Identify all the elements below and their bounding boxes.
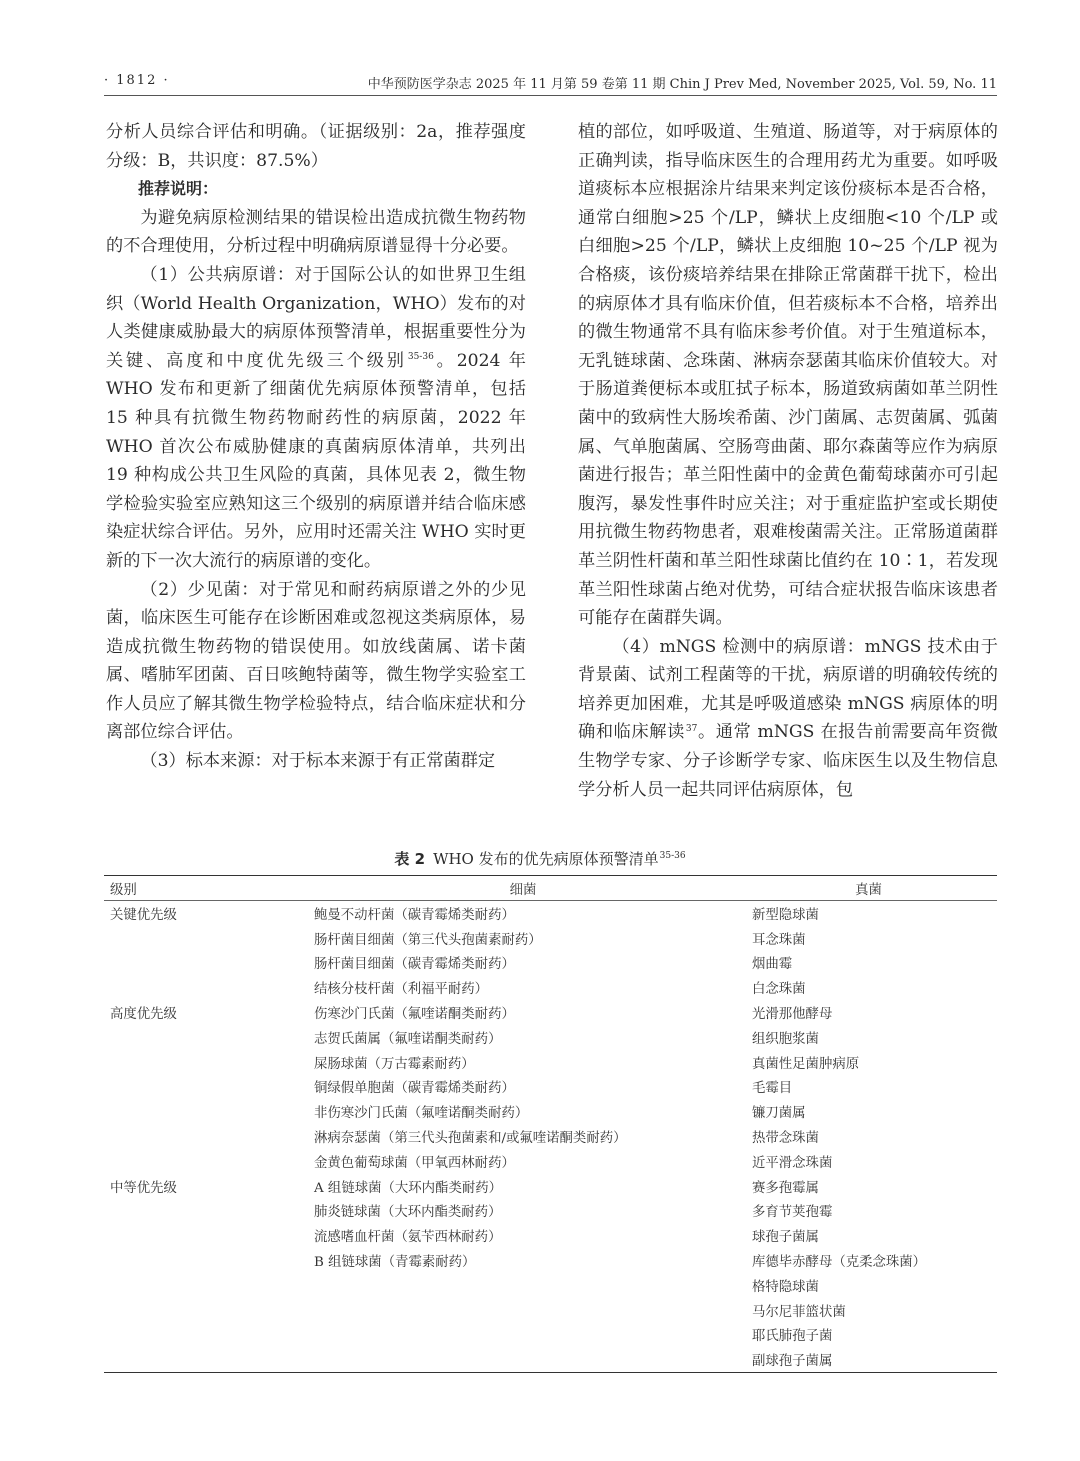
- paragraph-text: （1）公共病原谱：对于国际公认的如世界卫生组织（World Health Organization，WHO）发布的对人类健康威胁最大的病原体预警清单，根据重要性分为关键、高度和中度优先级三个级别: [106, 264, 526, 371]
- table-caption: [0, 848, 1080, 869]
- right-column: [578, 118, 998, 804]
- paragraph-text: 。通常 mNGS 在报告前需要高年资微生物学专家、分子诊断学专家、临床医生以及生物信息学分析人员一起共同评估病原体，包: [578, 722, 998, 800]
- table-row: [104, 1223, 997, 1248]
- cell-level: [104, 1075, 306, 1100]
- column-header-level: 级别: [104, 876, 306, 901]
- section-heading: 推荐说明：: [138, 179, 219, 199]
- paragraph: 植的部位，如呼吸道、生殖道、肠道等，对于病原体的正确判读，指导临床医生的合理用药尤为重要。如呼吸道痰标本应根据涂片结果来判定该份痰标本是否合格，通常白细胞>25 个/LP，鳞状上皮细胞<10 个/LP 或白细胞>25 个/LP，鳞状上皮细胞 10~25 个/LP 视为合格痰，该份痰培养结果在排除正常菌群干扰下，检出的病原体才具有临床价值，但若痰标本不合格，培养出的微生物通常不具有临床参考价值。对于生殖道标本，无乳链球菌、念珠菌、淋病奈瑟菌其临床价值较大。对于肠道粪便标本或肛拭子标本，肠道致病菌如革兰阴性菌中的致病性大肠埃希菌、沙门菌属、志贺菌属、弧菌属、气单胞菌属、空肠弯曲菌、耶尔森菌等应作为病原菌进行报告；革兰阳性菌中的金黄色葡萄球菌亦可引起腹泻，暴发性事件时应关注；对于重症监护室或长期使用抗微生物药物患者，艰难梭菌需关注。正常肠道菌群革兰阴性杆菌和革兰阳性球菌比值约在 10∶1，若发现革兰阳性球菌占绝对优势，可结合症状报告临床该患者可能存在菌群失调。: [578, 122, 998, 629]
- cell-fungi: 新型隐球菌: [752, 907, 819, 923]
- cell-bacteria: 金黄色葡萄球菌（甲氧西林耐药）: [314, 1155, 515, 1171]
- column-header-fungi: 真菌: [740, 876, 997, 901]
- table-row: [104, 926, 997, 951]
- cell-bacteria: 肠杆菌目细菌（碳青霉烯类耐药）: [314, 957, 515, 973]
- cell-level: [104, 951, 306, 976]
- paragraph: 分析人员综合评估和明确。（证据级别：2a，推荐强度分级：B，共识度：87.5%）: [106, 122, 526, 171]
- cell-level: [104, 1223, 306, 1248]
- cell-bacteria: 流感嗜血杆菌（氨苄西林耐药）: [314, 1230, 502, 1246]
- paragraph: （2）少见菌：对于常见和耐药病原谱之外的少见菌，临床医生可能存在诊断困难或忽视这类病原体，易造成抗微生物药物的错误使用。如放线菌属、诺卡菌属、嗜肺军团菌、百日咳鲍特菌等，微生物学实验室工作人员应了解其微生物学检验特点，结合临床症状和分离部位综合评估。: [106, 579, 526, 743]
- cell-fungi: 组织胞浆菌: [752, 1031, 819, 1047]
- table-row: [104, 1347, 997, 1372]
- table-row: [104, 1199, 997, 1224]
- running-header: [104, 73, 997, 96]
- cell-fungi: 白念珠菌: [752, 982, 806, 998]
- table-header-row: [104, 876, 997, 901]
- cell-bacteria: 肺炎链球菌（大环内酯类耐药）: [314, 1205, 502, 1221]
- table-row: [104, 1075, 997, 1100]
- cell-level: [104, 926, 306, 951]
- cell-level: [104, 1347, 306, 1372]
- cell-level: [104, 1099, 306, 1124]
- table-row: [104, 1149, 997, 1174]
- cell-bacteria: 志贺氏菌属（氟喹诺酮类耐药）: [314, 1031, 502, 1047]
- table-label: 表 2: [394, 850, 426, 868]
- cell-bacteria: 结核分枝杆菌（利福平耐药）: [314, 982, 489, 998]
- table-row: [104, 975, 997, 1000]
- cell-fungi: 格特隐球菌: [752, 1279, 819, 1295]
- cell-bacteria: A 组链球菌（大环内酯类耐药）: [314, 1180, 503, 1196]
- cell-fungi: 球孢子菌属: [752, 1230, 819, 1246]
- cell-bacteria: 淋病奈瑟菌（第三代头孢菌素和/或氟喹诺酮类耐药）: [314, 1131, 627, 1147]
- cell-level: [104, 1025, 306, 1050]
- journal-citation: 中华预防医学杂志 2025 年 11 月第 59 卷第 11 期 Chin J Prev Med, November 2025, Vol. 59, No. 11: [367, 77, 997, 92]
- cell-fungi: 烟曲霉: [752, 957, 793, 973]
- table-body: [104, 901, 997, 1373]
- table-row: [104, 1124, 997, 1149]
- cell-fungi: 库德毕赤酵母（克柔念珠菌）: [752, 1255, 927, 1271]
- cell-bacteria: 非伤寒沙门氏菌（氟喹诺酮类耐药）: [314, 1106, 529, 1122]
- citation-ref: 37: [685, 723, 698, 734]
- cell-fungi: 光滑那他酵母: [752, 1007, 833, 1023]
- cell-level: 高度优先级: [110, 1007, 177, 1023]
- cell-level: [104, 1199, 306, 1224]
- page-number: · 1812 ·: [104, 73, 170, 88]
- cell-bacteria: 屎肠球菌（万古霉素耐药）: [314, 1056, 475, 1072]
- paragraph: [578, 633, 998, 805]
- paragraph-text: （4）mNGS 检测中的病原谱：mNGS 技术由于背景菌、试剂工程菌等的干扰，病原谱的明确较传统的培养更加困难，尤其是呼吸道感染 mNGS 病原体的明确和临床解读: [578, 636, 998, 743]
- table-row: [104, 951, 997, 976]
- table-row: [104, 1099, 997, 1124]
- table-row: [104, 1248, 997, 1273]
- table-row: [104, 1323, 997, 1348]
- cell-fungi: 耳念珠菌: [752, 932, 806, 948]
- cell-level: [104, 1124, 306, 1149]
- cell-fungi: 耶氏肺孢子菌: [752, 1329, 833, 1345]
- table-row: [104, 1025, 997, 1050]
- cell-bacteria: [306, 1323, 740, 1348]
- table-row: [104, 1000, 997, 1025]
- cell-fungi: 副球孢子菌属: [752, 1354, 833, 1370]
- cell-level: [104, 1149, 306, 1174]
- table-row: [104, 1174, 997, 1199]
- table-row: [104, 1273, 997, 1298]
- cell-bacteria: B 组链球菌（青霉素耐药）: [314, 1255, 476, 1271]
- table-row: [104, 1050, 997, 1075]
- table-row: [104, 1298, 997, 1323]
- citation-ref: 35-36: [407, 352, 434, 363]
- cell-level: [104, 1323, 306, 1348]
- cell-bacteria: 铜绿假单胞菌（碳青霉烯类耐药）: [314, 1081, 515, 1097]
- cell-bacteria: 鲍曼不动杆菌（碳青霉烯类耐药）: [314, 907, 515, 923]
- cell-fungi: 热带念珠菌: [752, 1131, 819, 1147]
- cell-bacteria: [306, 1298, 740, 1323]
- cell-bacteria: 伤寒沙门氏菌（氟喹诺酮类耐药）: [314, 1007, 515, 1023]
- cell-level: [104, 1050, 306, 1075]
- cell-fungi: 毛霉目: [752, 1081, 793, 1097]
- pathogen-table: [104, 875, 997, 1373]
- cell-level: 中等优先级: [110, 1180, 177, 1196]
- table-title: WHO 发布的优先病原体预警清单: [433, 850, 659, 868]
- cell-level: [104, 1248, 306, 1273]
- cell-level: 关键优先级: [110, 907, 177, 923]
- cell-bacteria: 肠杆菌目细菌（第三代头孢菌素耐药）: [314, 932, 542, 948]
- paragraph: （3）标本来源：对于标本来源于有正常菌群定: [140, 751, 496, 772]
- left-column: [106, 118, 526, 776]
- cell-bacteria: [306, 1273, 740, 1298]
- cell-fungi: 真菌性足菌肿病原: [752, 1056, 860, 1072]
- paragraph-text: 。2024 年 WHO 发布和更新了细菌优先病原体预警清单，包括 15 种具有抗微生物药物耐药性的病原菌，2022 年 WHO 首次公布威胁健康的真菌病原体清单，共列出 19 种构成公共卫生风险的真菌，具体见表 2，微生物学检验实验室应熟知这三个级别的病原谱并结合临床感染症状综合评估。另外，应用时还需关注 WHO 实时更新的下一次大流行的病原谱的变化。: [106, 350, 526, 571]
- column-header-bacteria: 细菌: [306, 876, 740, 901]
- table-row: [104, 901, 997, 926]
- cell-fungi: 镰刀菌属: [752, 1106, 806, 1122]
- paragraph: 为避免病原检测结果的错误检出造成抗微生物药物的不合理使用，分析过程中明确病原谱显得十分必要。: [106, 207, 526, 257]
- cell-level: [104, 975, 306, 1000]
- cell-fungi: 赛多孢霉属: [752, 1180, 819, 1196]
- cell-fungi: 马尔尼菲篮状菌: [752, 1304, 846, 1320]
- paragraph: [106, 261, 526, 576]
- cell-fungi: 近平滑念珠菌: [752, 1155, 833, 1171]
- cell-level: [104, 1273, 306, 1298]
- cell-fungi: 多育节荚孢霉: [752, 1205, 833, 1221]
- cell-bacteria: [306, 1347, 740, 1372]
- citation-ref: 35-36: [659, 851, 686, 861]
- cell-level: [104, 1298, 306, 1323]
